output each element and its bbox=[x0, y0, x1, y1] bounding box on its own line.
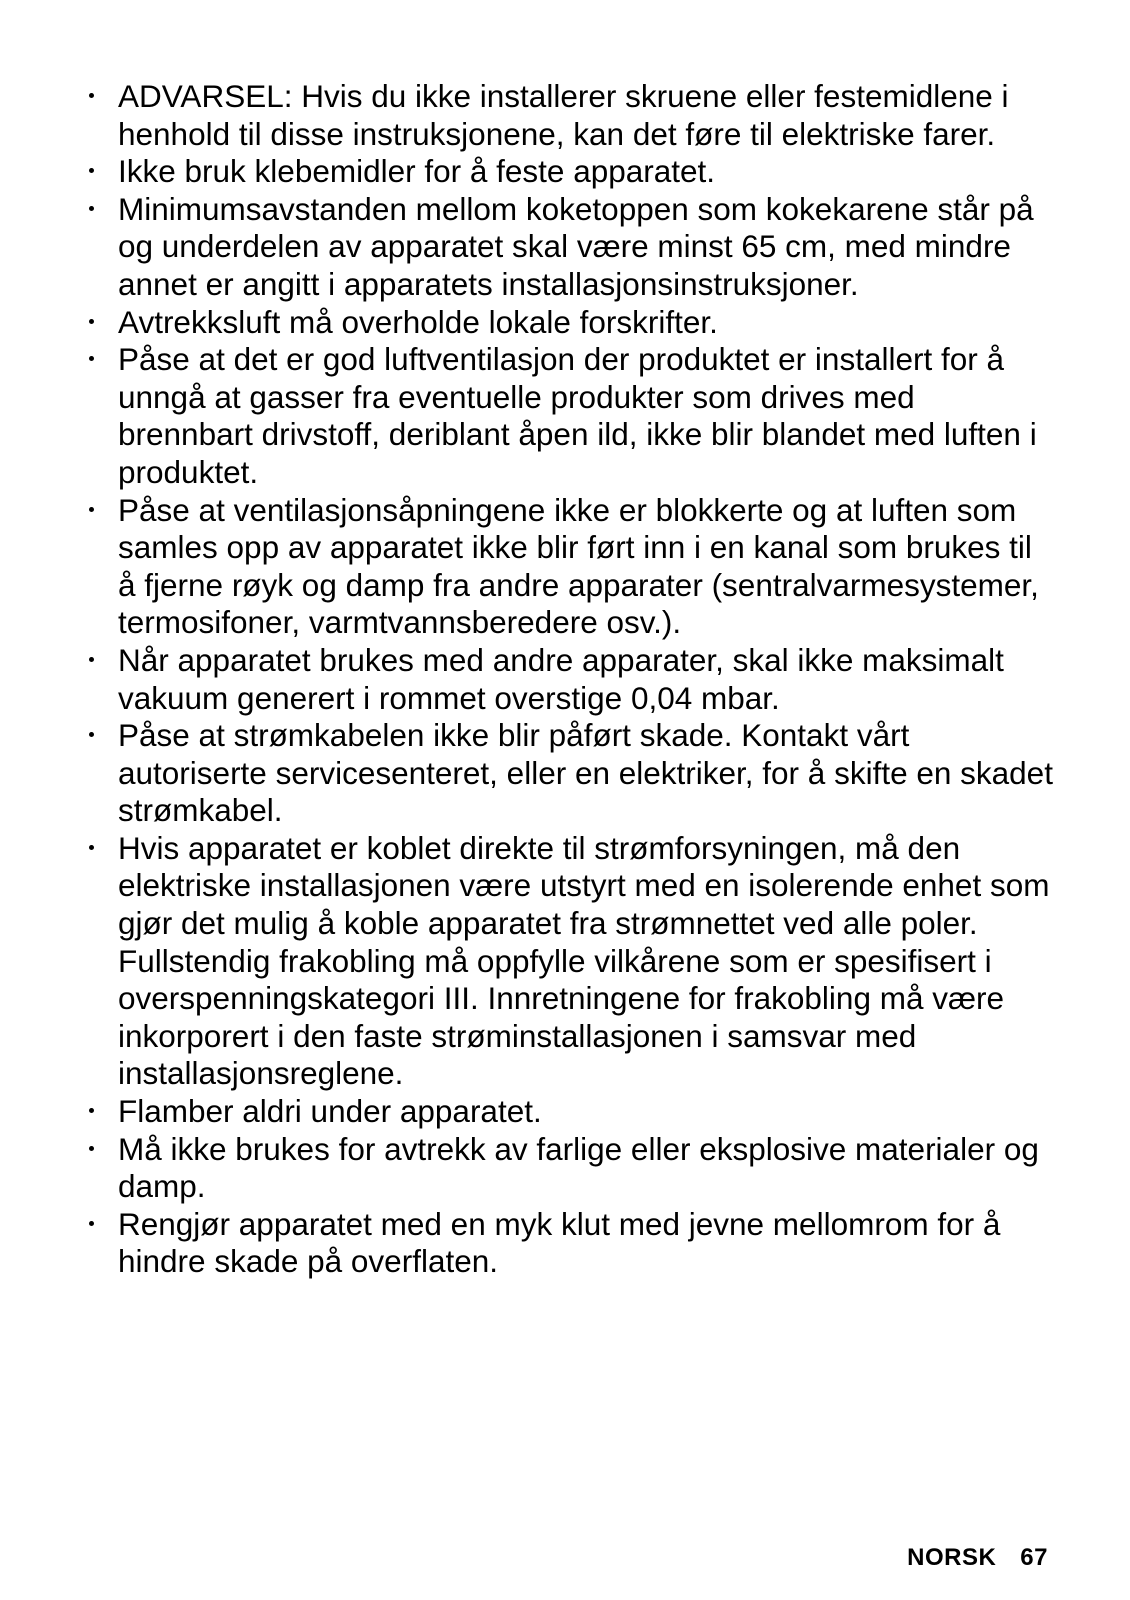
list-item bbox=[118, 191, 1058, 304]
list-item-text: Ikke bruk klebemidler for å feste apparatet. bbox=[118, 153, 716, 190]
bullet-icon bbox=[89, 168, 94, 173]
list-item bbox=[118, 642, 1058, 717]
list-item-text: Påse at strømkabelen ikke blir påført skade. Kontakt vårt autoriserte servicesenteret, eller en elektriker, for å skifte en skadet strømkabel. bbox=[118, 717, 1053, 829]
list-item bbox=[118, 341, 1058, 491]
bullet-icon bbox=[89, 657, 94, 662]
list-item-text: Påse at det er god luftventilasjon der produktet er installert for å unngå at gasser fra eventuelle produkter som drives med brennbart drivstoff, deriblant åpen ild, ikke blir blandet med luften i produktet. bbox=[118, 341, 1037, 490]
list-item-text: Påse at ventilasjonsåpningene ikke er blokkerte og at luften som samles opp av apparatet ikke blir ført inn i en kanal som brukes til å fjerne røyk og damp fra andre apparater (sentralvarmesystemer, termosifoner, varmtvannsberedere osv.). bbox=[118, 491, 1039, 641]
bullet-icon bbox=[89, 356, 94, 361]
list-item bbox=[118, 78, 1058, 153]
list-item-text: ADVARSEL: Hvis du ikke installerer skruene eller festemidlene i henhold til disse instruksjonene, kan det føre til elektriske farer. bbox=[118, 78, 1009, 152]
bullet-icon bbox=[89, 319, 94, 324]
list-item-text: Minimumsavstanden mellom koketoppen som kokekarene står på og underdelen av apparatet skal være minst 65 cm, med mindre annet er angitt i apparatets installasjonsinstruksjoner. bbox=[118, 190, 1034, 302]
safety-instructions-list bbox=[118, 78, 1058, 1281]
list-item bbox=[118, 153, 1058, 191]
list-item-text: Flamber aldri under apparatet. bbox=[118, 1093, 542, 1130]
list-item bbox=[118, 1206, 1058, 1281]
list-item bbox=[118, 1093, 1058, 1131]
list-item bbox=[118, 304, 1058, 342]
list-item bbox=[118, 492, 1058, 642]
bullet-icon bbox=[89, 1108, 94, 1113]
list-item-text: Må ikke brukes for avtrekk av farlige eller eksplosive materialer og damp. bbox=[118, 1130, 1039, 1205]
page-footer bbox=[907, 1544, 1048, 1572]
bullet-icon bbox=[89, 93, 94, 98]
bullet-icon bbox=[89, 1221, 94, 1226]
bullet-icon bbox=[89, 1146, 94, 1151]
page-number: 67 bbox=[1020, 1544, 1048, 1571]
bullet-icon bbox=[89, 732, 94, 737]
bullet-icon bbox=[89, 845, 94, 850]
bullet-icon bbox=[89, 507, 94, 512]
list-item bbox=[118, 1131, 1058, 1206]
list-item bbox=[118, 830, 1058, 1093]
list-item-text: Avtrekksluft må overholde lokale forskrifter. bbox=[118, 303, 718, 340]
bullet-icon bbox=[89, 206, 94, 211]
list-item-text: Hvis apparatet er koblet direkte til strømforsyningen, må den elektriske installasjonen være utstyrt med en isolerende enhet som gjør det mulig å koble apparatet fra strømnettet ved alle poler. Fullstendig frakobling må oppfylle vilkårene som er spesifisert i overspenningskategori III. Innretningene for frakobling må være inkorporert i den faste strøminstallasjonen i samsvar med installasjonsreglene. bbox=[118, 829, 1050, 1092]
list-item bbox=[118, 717, 1058, 830]
list-item-text: Når apparatet brukes med andre apparater, skal ikke maksimalt vakuum generert i rommet overstige 0,04 mbar. bbox=[118, 641, 1004, 716]
list-item-text: Rengjør apparatet med en myk klut med jevne mellomrom for å hindre skade på overflaten. bbox=[118, 1205, 1001, 1280]
footer-language: NORSK bbox=[907, 1544, 997, 1571]
